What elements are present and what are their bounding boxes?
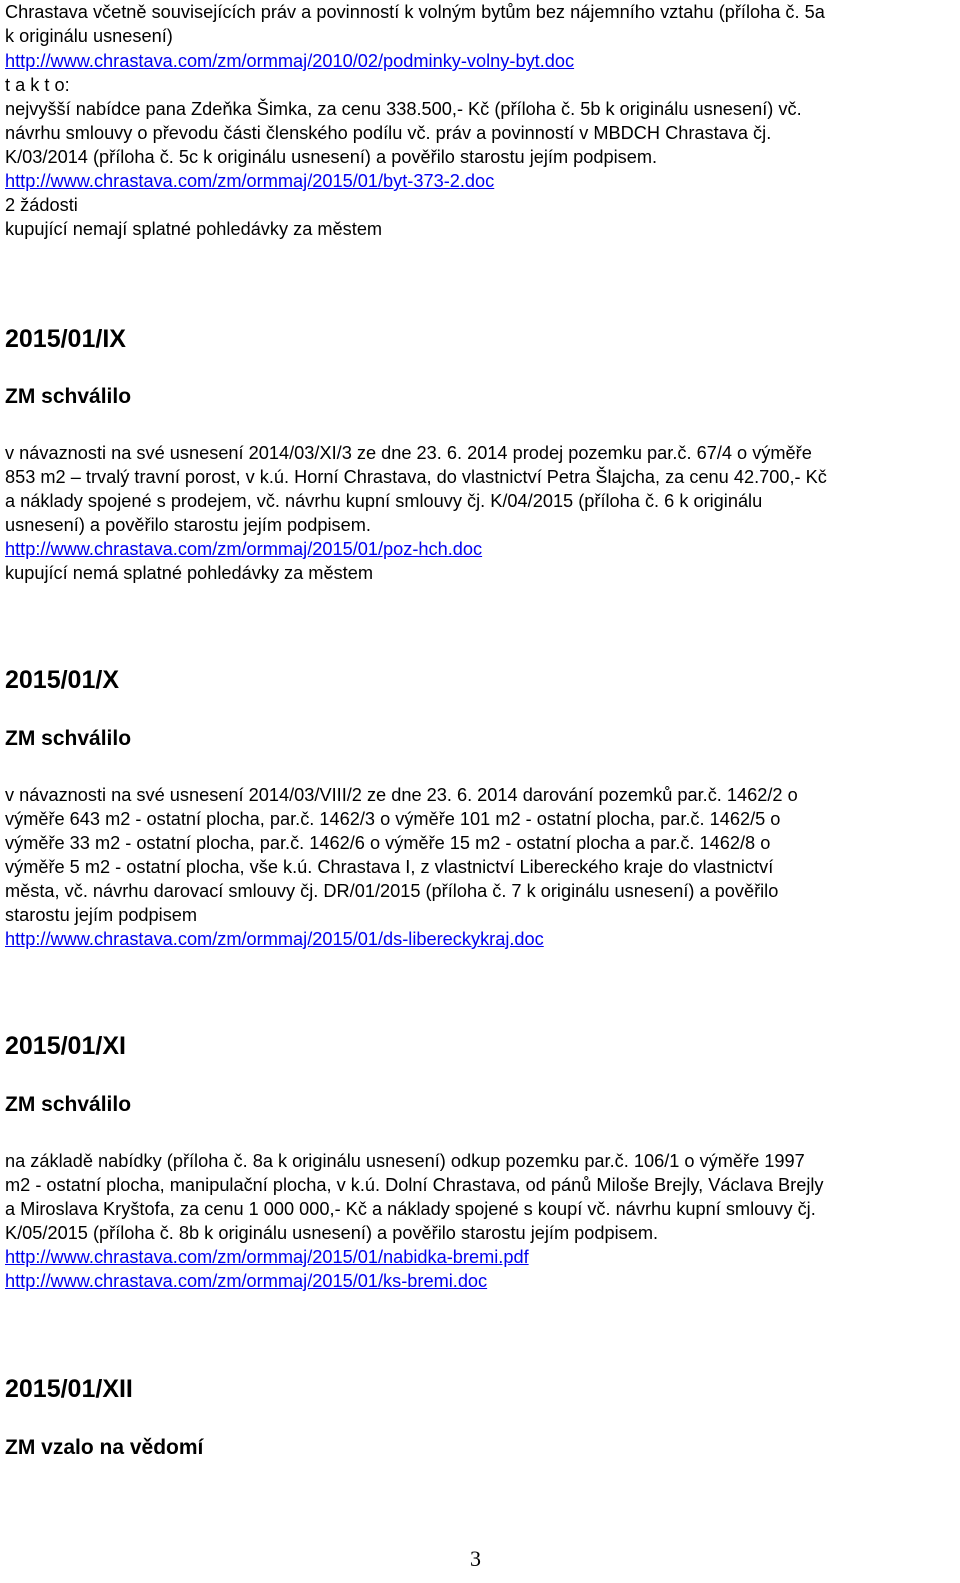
resolution-heading: 2015/01/XI <box>5 1032 126 1060</box>
paragraph-line: K/05/2015 (příloha č. 8b k originálu usnesení) a pověřilo starostu jejím podpisem. <box>5 1223 659 1243</box>
paragraph-line: v návaznosti na své usnesení 2014/03/XI/3 ze dne 23. 6. 2014 prodej pozemku par.č. 67/4 o výměře <box>5 443 812 463</box>
paragraph-line: a náklady spojené s prodejem, vč. návrhu kupní smlouvy čj. K/04/2015 (příloha č. 6 k originálu <box>5 491 763 511</box>
resolution-subheading: ZM schválilo <box>5 1093 132 1116</box>
paragraph-line: města, vč. návrhu darovací smlouvy čj. DR/01/2015 (příloha č. 7 k originálu usnesení) a pověřilo <box>5 881 779 901</box>
paragraph-line: usnesení) a pověřilo starostu jejím podpisem. <box>5 515 371 535</box>
paragraph-line: 2 žádosti <box>5 195 78 215</box>
page-number: 3 <box>470 1546 481 1571</box>
paragraph-line: k originálu usnesení) <box>5 26 173 46</box>
resolution-heading: 2015/01/X <box>5 666 119 694</box>
resolution-subheading: ZM vzalo na vědomí <box>5 1436 204 1459</box>
paragraph-line: výměře 33 m2 - ostatní plocha, par.č. 1462/6 o výměře 15 m2 - ostatní plocha a par.č. 1462/8 o <box>5 833 771 853</box>
paragraph-line: nejvyšší nabídce pana Zdeňka Šimka, za cenu 338.500,- Kč (příloha č. 5b k originálu usnesení) vč. <box>5 99 802 119</box>
paragraph-line: t a k t o: <box>5 75 70 95</box>
paragraph-line: m2 - ostatní plocha, manipulační plocha, v k.ú. Dolní Chrastava, od pánů Miloše Brejly, Václava Brejly <box>5 1175 824 1195</box>
attachment-link[interactable]: http://www.chrastava.com/zm/ormmaj/2015/01/byt-373-2.doc <box>5 171 495 191</box>
paragraph-line: a Miroslava Kryštofa, za cenu 1 000 000,- Kč a náklady spojené s koupí vč. návrhu kupní smlouvy čj. <box>5 1199 816 1219</box>
paragraph-line: na základě nabídky (příloha č. 8a k originálu usnesení) odkup pozemku par.č. 106/1 o výměře 1997 <box>5 1151 805 1171</box>
resolution-heading: 2015/01/IX <box>5 325 126 353</box>
paragraph-line: Chrastava včetně souvisejících práv a povinností k volným bytům bez nájemního vztahu (příloha č. 5a <box>5 2 825 22</box>
paragraph-line: kupující nemají splatné pohledávky za městem <box>5 219 383 239</box>
attachment-link[interactable]: http://www.chrastava.com/zm/ormmaj/2015/01/nabidka-bremi.pdf <box>5 1247 529 1267</box>
attachment-link[interactable]: http://www.chrastava.com/zm/ormmaj/2015/01/ds-libereckykraj.doc <box>5 929 544 949</box>
attachment-link[interactable]: http://www.chrastava.com/zm/ormmaj/2015/01/ks-bremi.doc <box>5 1271 488 1291</box>
paragraph-line: 853 m2 – trvalý travní porost, v k.ú. Horní Chrastava, do vlastnictví Petra Šlajcha, za cenu 42.700,- Kč <box>5 467 827 487</box>
paragraph-line: v návaznosti na své usnesení 2014/03/VIII/2 ze dne 23. 6. 2014 darování pozemků par.č. 1462/2 o <box>5 785 798 805</box>
paragraph-line: návrhu smlouvy o převodu části členského podílu vč. práv a povinností v MBDCH Chrastava čj. <box>5 123 772 143</box>
paragraph-line: kupující nemá splatné pohledávky za městem <box>5 563 373 583</box>
attachment-link[interactable]: http://www.chrastava.com/zm/ormmaj/2015/01/poz-hch.doc <box>5 539 483 559</box>
resolution-heading: 2015/01/XII <box>5 1375 133 1403</box>
paragraph-line: K/03/2014 (příloha č. 5c k originálu usnesení) a pověřilo starostu jejím podpisem. <box>5 147 658 167</box>
attachment-link[interactable]: http://www.chrastava.com/zm/ormmaj/2010/02/podminky-volny-byt.doc <box>5 51 575 71</box>
paragraph-line: starostu jejím podpisem <box>5 905 198 925</box>
resolution-subheading: ZM schválilo <box>5 385 132 408</box>
paragraph-line: výměře 643 m2 - ostatní plocha, par.č. 1462/3 o výměře 101 m2 - ostatní plocha, par.č. 1462/5 o <box>5 809 781 829</box>
paragraph-line: výměře 5 m2 - ostatní plocha, vše k.ú. Chrastava I, z vlastnictví Libereckého kraje do vlastnictví <box>5 857 774 877</box>
resolution-subheading: ZM schválilo <box>5 727 132 750</box>
